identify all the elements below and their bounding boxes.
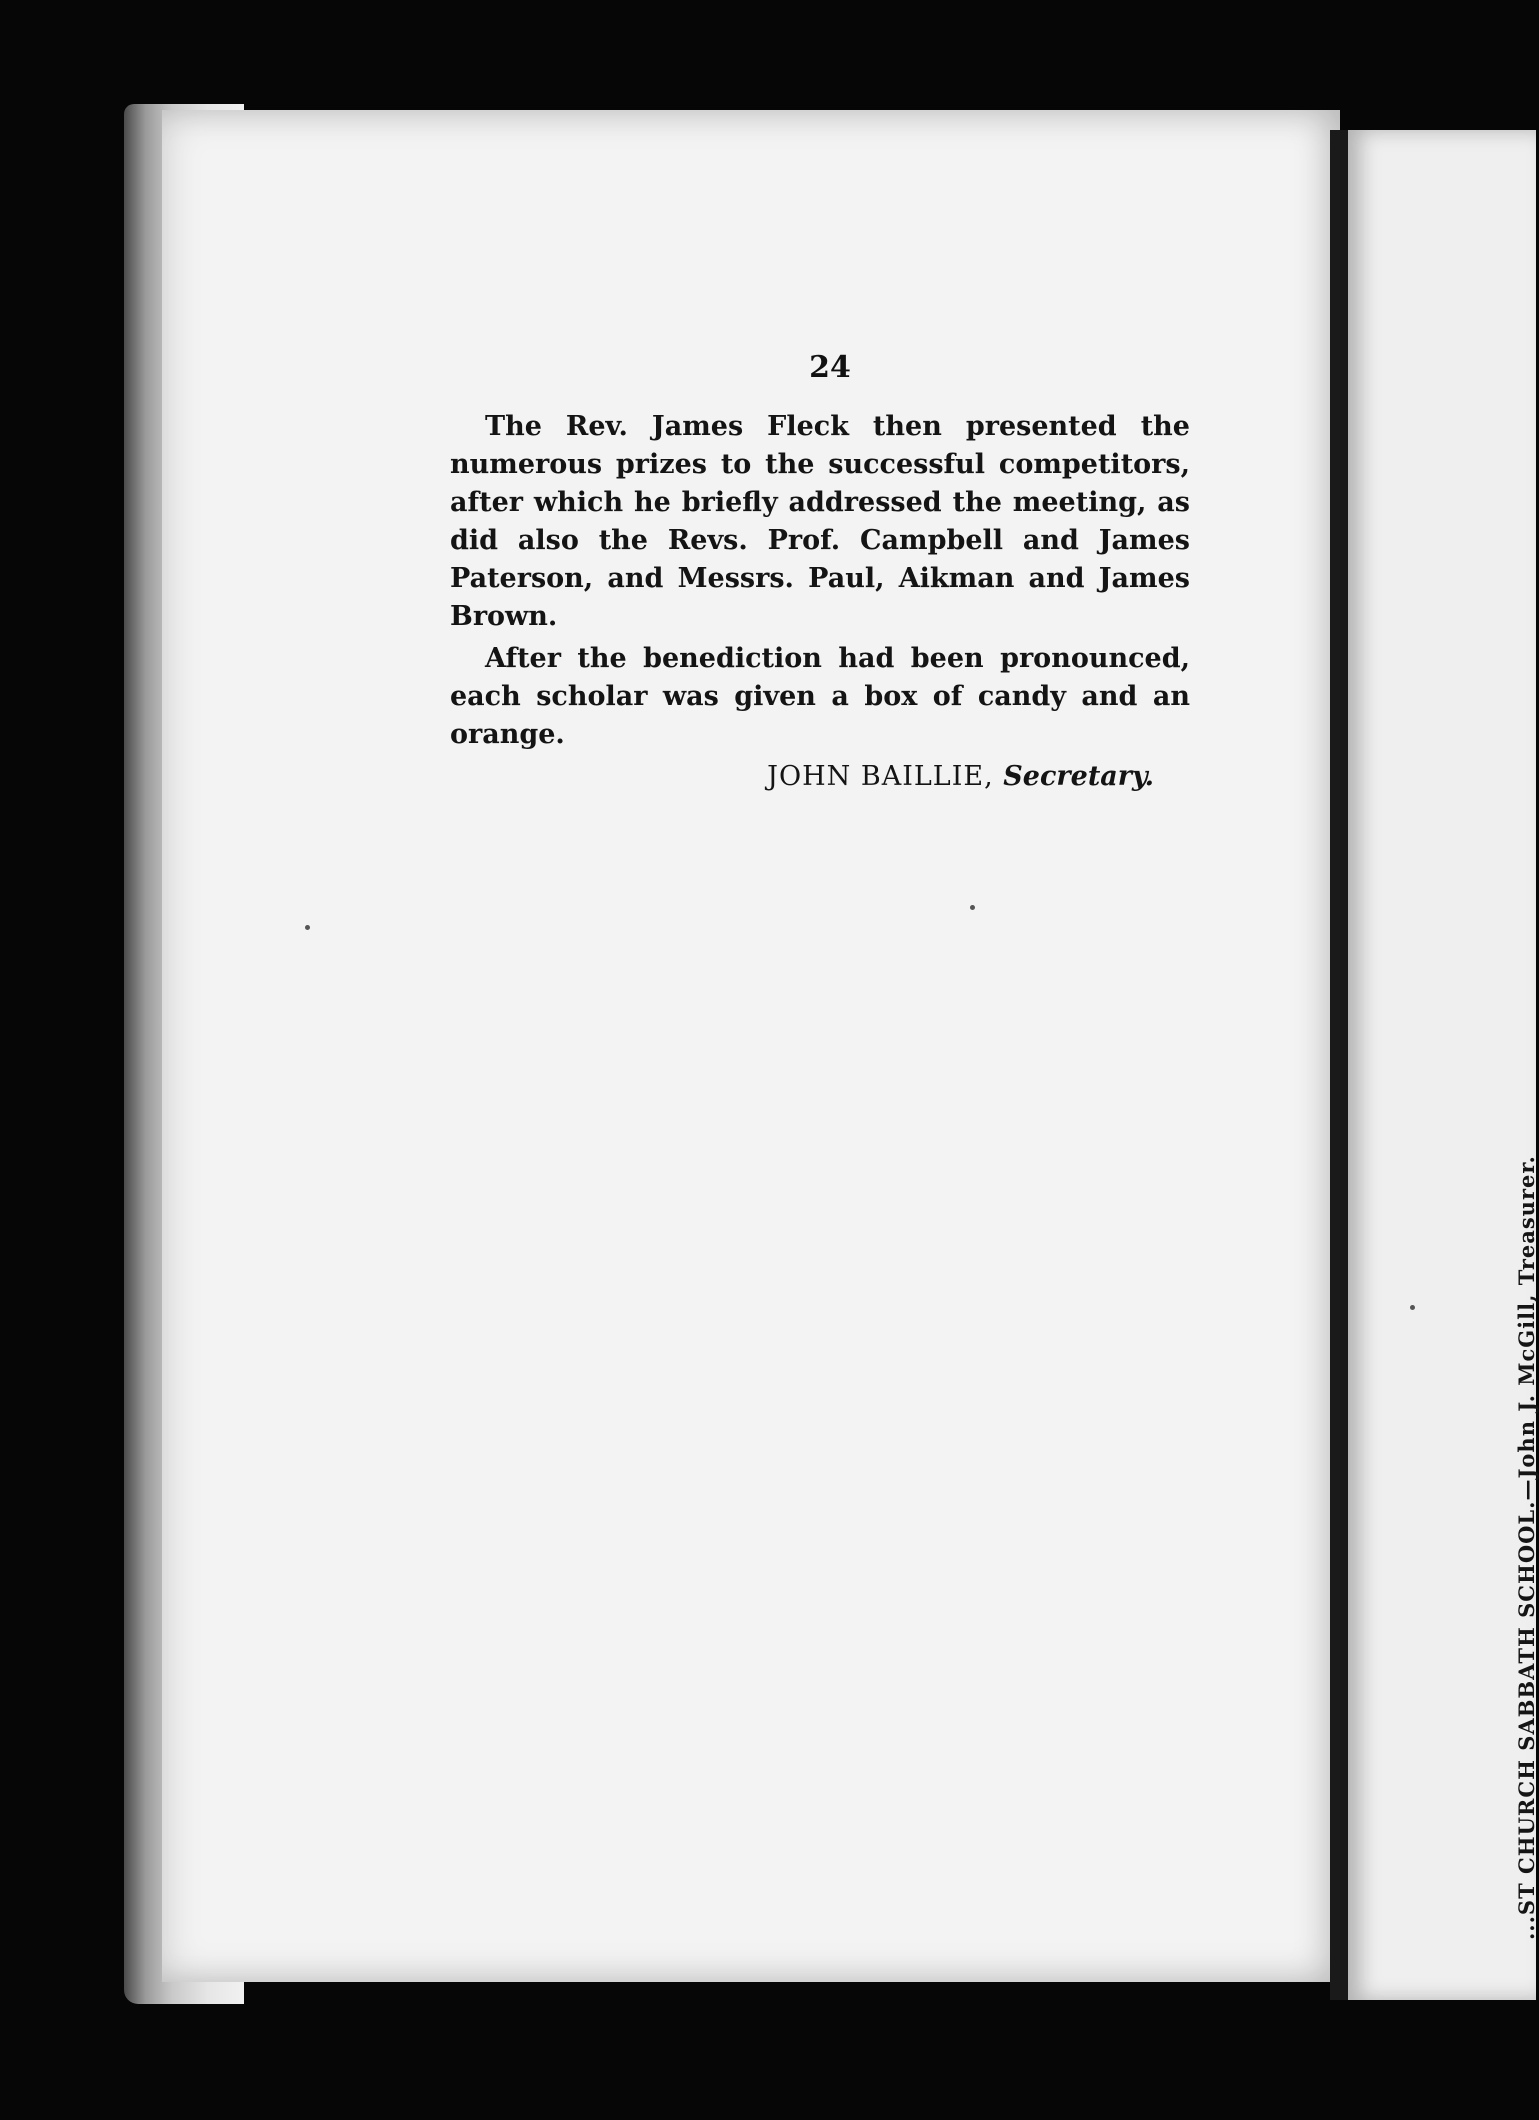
left-page xyxy=(162,110,1340,1982)
signature-title: Secretary. xyxy=(1003,761,1154,792)
paragraph-prizes: The Rev. James Fleck then presented the numerous prizes to the successful competitors, after which he briefly addressed the meeting, as did also the Revs. Prof. Campbell and James Paterson, and Messrs. Paul, Aikman and James Brown. xyxy=(450,411,1190,632)
paper-speck xyxy=(305,925,310,930)
signature xyxy=(450,758,1190,796)
paragraph-benediction: After the benediction had been pronounced, each scholar was given a box of candy and an orange. xyxy=(450,643,1190,750)
facing-page-running-head: ...ST CHURCH SABBATH SCHOOL.—John J. McGill, Treasurer. xyxy=(1514,1155,1539,1940)
paper-speck xyxy=(970,905,975,910)
paper-speck xyxy=(1410,1305,1415,1310)
body-text xyxy=(450,408,1190,796)
page-number: 24 xyxy=(809,350,851,385)
right-page xyxy=(1348,130,1536,2000)
book-gutter xyxy=(1330,130,1348,2000)
signature-name: JOHN BAILLIE, xyxy=(767,761,994,792)
